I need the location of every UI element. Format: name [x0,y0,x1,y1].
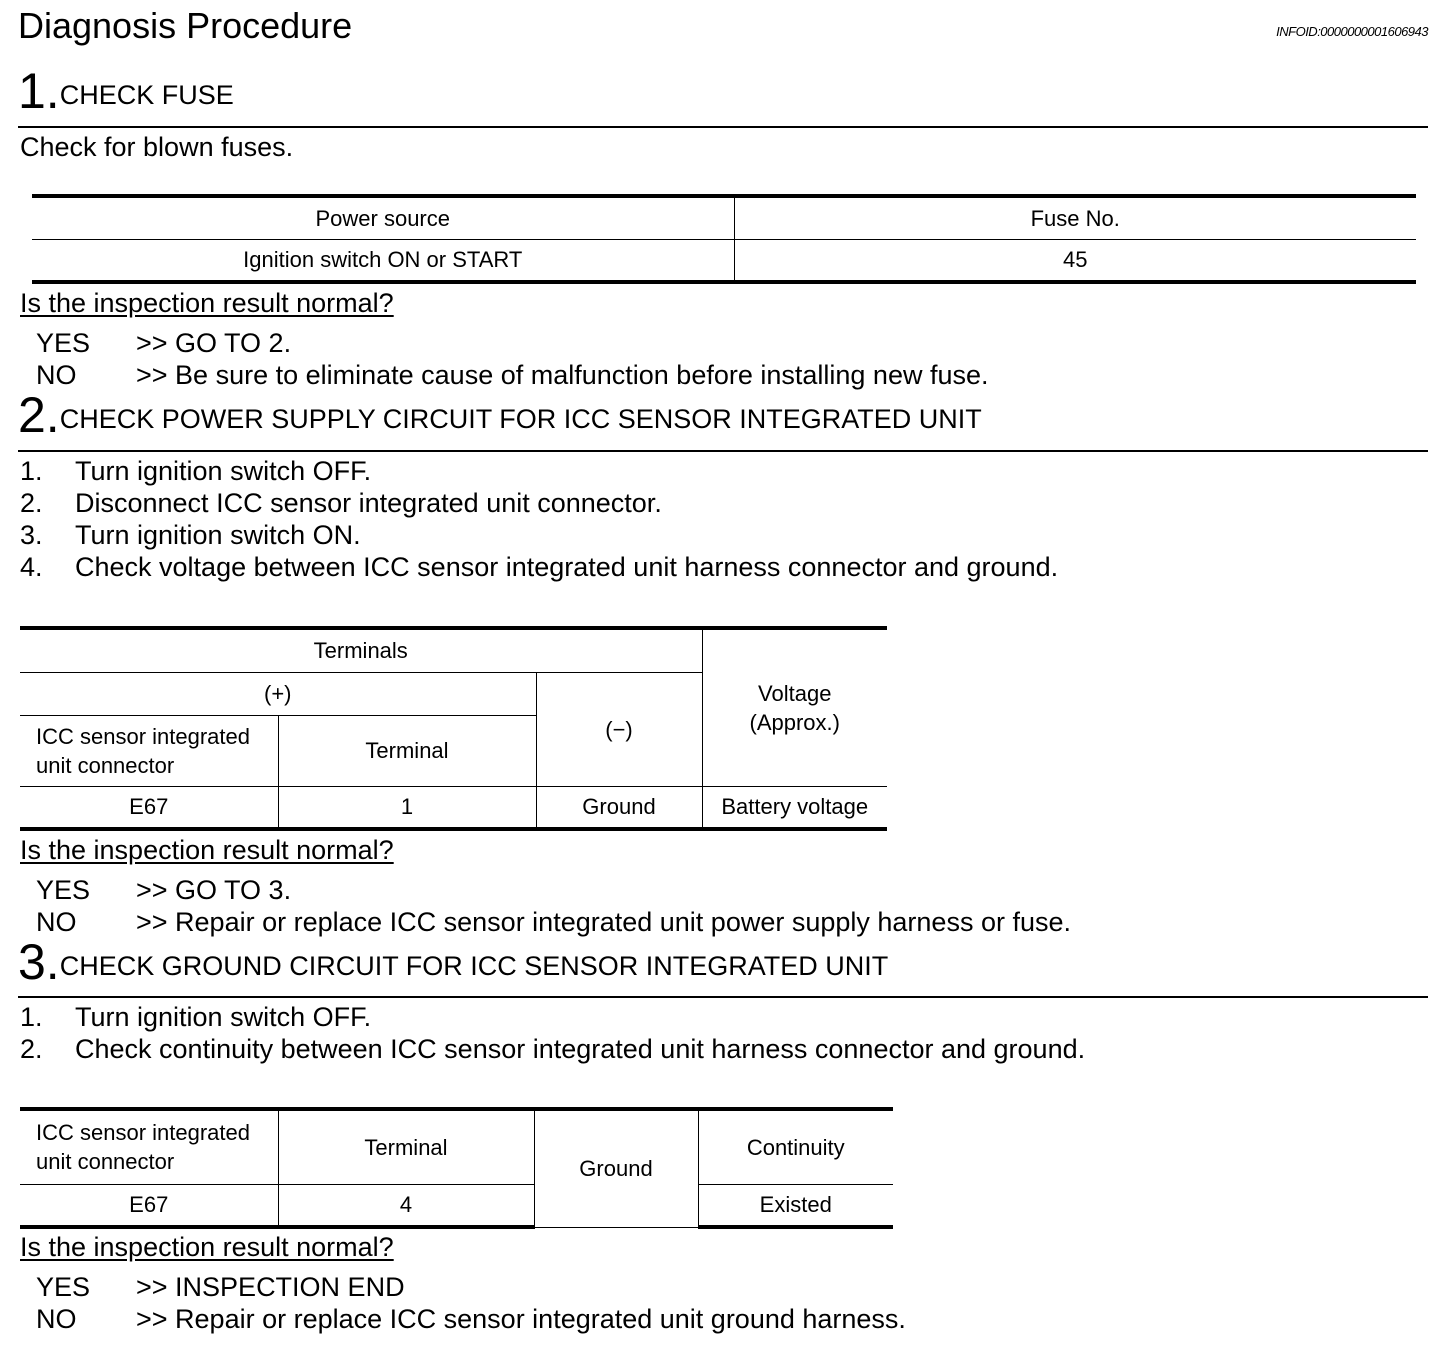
table-header: Fuse No. [734,196,1416,239]
step-number: 2. [18,387,60,443]
answer-text: >> Repair or replace ICC sensor integrated unit power supply harness or fuse. [136,907,1071,937]
step-1-instruction: Check for blown fuses. [20,132,294,162]
answer-text: >> Repair or replace ICC sensor integrated unit ground harness. [136,1304,906,1334]
step-title: CHECK FUSE [59,80,234,110]
list-text: Turn ignition switch OFF. [75,1002,372,1032]
answer-label: YES [36,875,91,905]
table-cell: E67 [20,1184,278,1227]
list-item [20,519,361,551]
table-header: Ground [534,1109,698,1227]
answer-yes [36,1271,405,1303]
answer-label: NO [36,1304,77,1334]
table-cell: 4 [278,1184,534,1227]
list-number: 2. [20,1034,43,1064]
table-header: (+) [20,672,536,715]
table-cell: Ignition switch ON or START [32,239,734,282]
inspection-question: Is the inspection result normal? [20,288,394,318]
answer-text: >> INSPECTION END [136,1272,405,1302]
table-header [702,628,887,786]
info-id: INFOID:0000000001606943 [1276,24,1428,39]
answer-text: >> GO TO 3. [136,875,292,905]
list-item [20,1033,1085,1065]
answer-text: >> Be sure to eliminate cause of malfunction before installing new fuse. [136,360,989,390]
voltage-unit: (Approx.) [749,709,840,735]
step-3-heading [18,934,889,990]
list-item [20,455,371,487]
list-number: 3. [20,520,43,550]
page-title: Diagnosis Procedure [18,5,353,46]
step-1-heading [18,63,234,119]
answer-no [36,359,989,391]
voltage-label: Voltage [758,680,832,706]
inspection-question: Is the inspection result normal? [20,835,394,865]
table-header: Terminals [20,628,702,672]
table-header: Continuity [698,1109,893,1184]
list-text: Turn ignition switch OFF. [75,456,372,486]
table-cell: E67 [20,786,278,829]
answer-text: >> GO TO 2. [136,328,292,358]
fuse-table [32,194,1416,284]
list-item [20,487,662,519]
connector-label: ICC sensor integrated [36,1120,250,1146]
continuity-table [20,1107,893,1229]
answer-label: NO [36,907,77,937]
step-title: CHECK POWER SUPPLY CIRCUIT FOR ICC SENSOR INTEGRATED UNIT [59,404,982,434]
table-cell: Battery voltage [702,786,887,829]
list-text: Turn ignition switch ON. [75,520,361,550]
answer-label: YES [36,1272,91,1302]
answer-yes [36,874,291,906]
list-item [20,551,1058,583]
table-header: Terminal [278,1109,534,1184]
table-header [20,1109,278,1184]
list-item [20,1001,371,1033]
connector-label: unit connector [36,752,175,778]
step-divider [18,126,1428,128]
table-cell: Existed [698,1184,893,1227]
answer-label: YES [36,328,91,358]
list-text: Check voltage between ICC sensor integrated unit harness connector and ground. [75,552,1059,582]
table-cell: Ground [536,786,702,829]
answer-no [36,1303,906,1335]
table-header: Terminal [278,715,536,786]
list-number: 4. [20,552,43,582]
connector-label: ICC sensor integrated [36,723,250,749]
step-number: 3. [18,934,60,990]
table-cell: 1 [278,786,536,829]
inspection-question: Is the inspection result normal? [20,1232,394,1262]
table-header: Power source [32,196,734,239]
answer-label: NO [36,360,77,390]
step-divider [18,996,1428,998]
table-header [20,715,278,786]
voltage-table [20,626,887,831]
answer-no [36,906,1071,938]
step-number: 1. [18,63,60,119]
list-number: 2. [20,488,43,518]
step-title: CHECK GROUND CIRCUIT FOR ICC SENSOR INTEGRATED UNIT [59,951,889,981]
step-divider [18,450,1428,452]
table-header: (−) [536,672,702,786]
list-number: 1. [20,456,43,486]
list-number: 1. [20,1002,43,1032]
answer-yes [36,327,291,359]
table-cell: 45 [734,239,1416,282]
connector-label: unit connector [36,1149,175,1175]
list-text: Disconnect ICC sensor integrated unit connector. [75,488,662,518]
step-2-heading [18,387,982,443]
list-text: Check continuity between ICC sensor integrated unit harness connector and ground. [75,1034,1086,1064]
